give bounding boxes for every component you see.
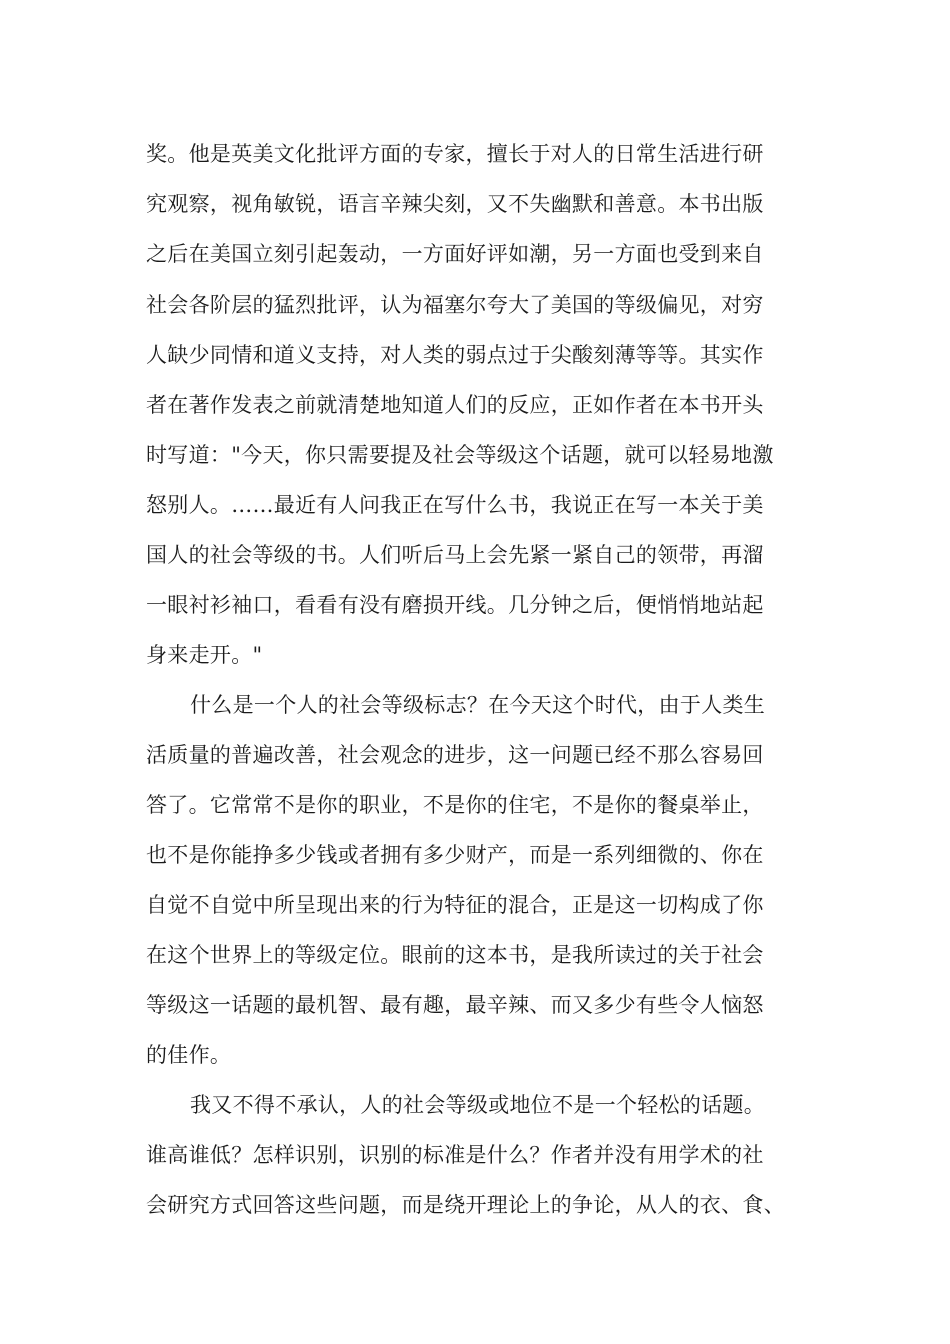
text-line: 之后在美国立刻引起轰动，一方面好评如潮，另一方面也受到来自 xyxy=(146,242,764,266)
text-line: 者在著作发表之前就清楚地知道人们的反应，正如作者在本书开头 xyxy=(146,393,764,417)
text-line: 究观察，视角敏锐，语言辛辣尖刻，又不失幽默和善意。本书出版 xyxy=(146,192,764,216)
text-line: 在这个世界上的等级定位。眼前的这本书，是我所读过的关于社会 xyxy=(146,943,764,967)
text-line: 国人的社会等级的书。人们听后马上会先紧一紧自己的领带，再溜 xyxy=(146,543,764,567)
text-line: 会研究方式回答这些问题，而是绕开理论上的争论，从人的衣、食、 xyxy=(146,1193,785,1217)
paragraph-first-line: 我又不得不承认，人的社会等级或地位不是一个轻松的话题。 xyxy=(190,1093,766,1117)
text-line: 时写道："今天，你只需要提及社会等级这个话题，就可以轻易地激 xyxy=(146,443,774,467)
text-line: 活质量的普遍改善，社会观念的进步，这一问题已经不那么容易回 xyxy=(146,743,764,767)
text-line: 答了。它常常不是你的职业，不是你的住宅，不是你的餐桌举止， xyxy=(146,793,764,817)
text-line: 的佳作。 xyxy=(146,1043,232,1067)
text-line: 身来走开。" xyxy=(146,643,263,667)
text-line: 一眼衬衫袖口，看看有没有磨损开线。几分钟之后，便悄悄地站起 xyxy=(146,593,764,617)
text-line: 自觉不自觉中所呈现出来的行为特征的混合，正是这一切构成了你 xyxy=(146,893,764,917)
text-line: 社会各阶层的猛烈批评，认为福塞尔夸大了美国的等级偏见，对穷 xyxy=(146,293,764,317)
text-line: 等级这一话题的最机智、最有趣，最辛辣、而又多少有些令人恼怒 xyxy=(146,993,764,1017)
text-line: 怒别人。……最近有人问我正在写什么书，我说正在写一本关于美 xyxy=(146,493,764,517)
text-line: 奖。他是英美文化批评方面的专家，擅长于对人的日常生活进行研 xyxy=(146,142,764,166)
text-line: 也不是你能挣多少钱或者拥有多少财产，而是一系列细微的、你在 xyxy=(146,843,764,867)
text-line: 谁高谁低？怎样识别，识别的标准是什么？作者并没有用学术的社 xyxy=(146,1143,764,1167)
text-line: 人缺少同情和道义支持，对人类的弱点过于尖酸刻薄等等。其实作 xyxy=(146,343,764,367)
paragraph-first-line: 什么是一个人的社会等级标志？在今天这个时代，由于人类生 xyxy=(190,693,766,717)
